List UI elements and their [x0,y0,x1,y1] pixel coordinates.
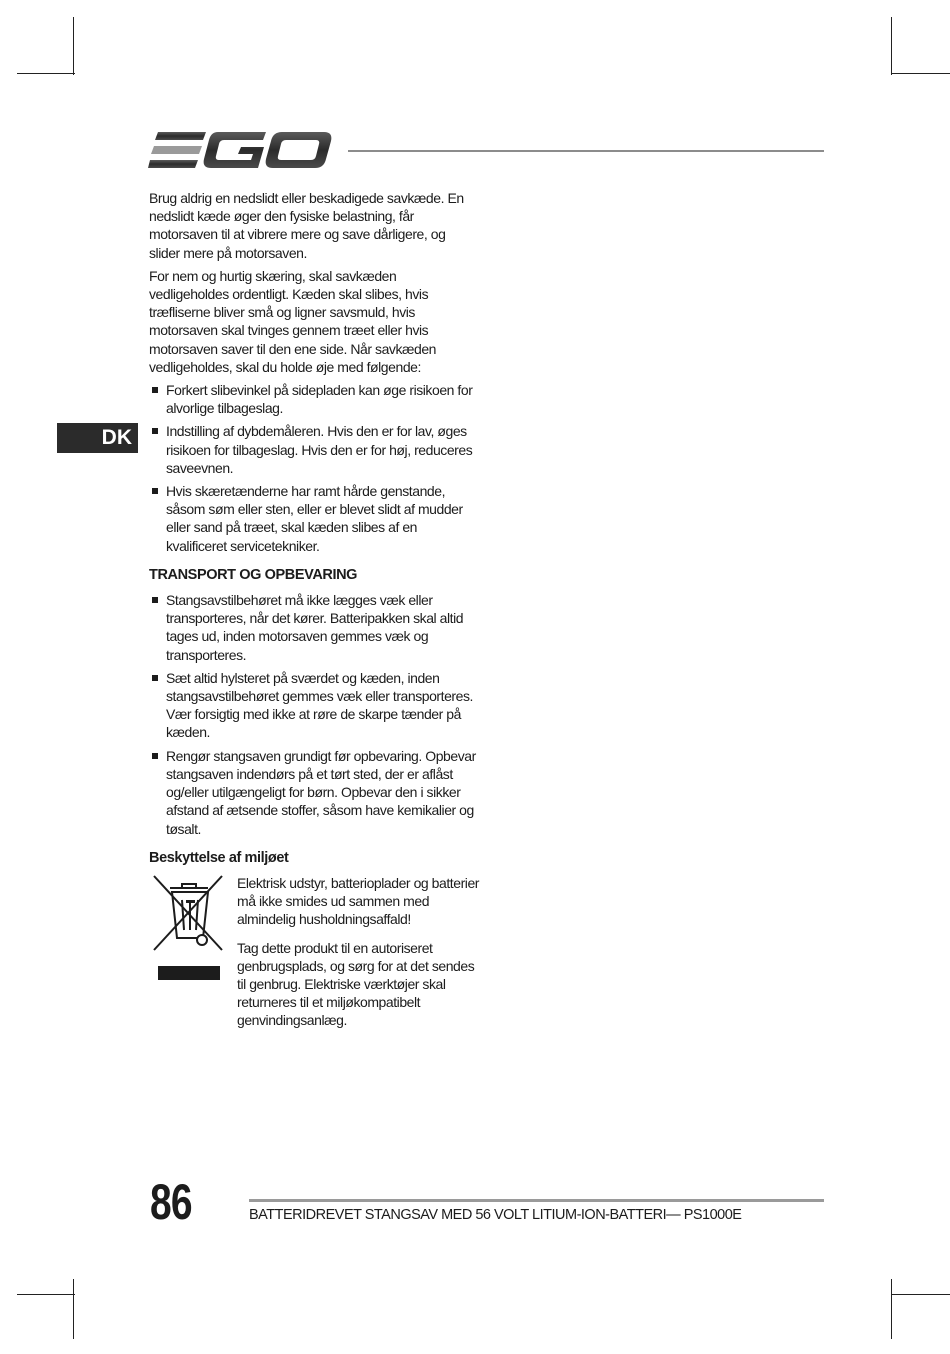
main-content [149,189,479,1040]
section-heading: TRANSPORT OG OPBEVARING [149,566,358,583]
footer-title: BATTERIDREVET STANGSAV MED 56 VOLT LITIUM-ION-BATTERI— PS1000E [249,1207,742,1223]
paragraph: For nem og hurtig skæring, skal savkæden vedligeholdes ordentligt. Kæden skal slibes, hvis træfliserne bliver små og ligner savsmuld, hvis motorsaven skal tvinges gennem træet eller hvis motorsaven saver til den ene side. Når savkæden vedligeholdes, skal du holde øje med følgende: [149,267,437,375]
header-rule [348,150,824,152]
list-item: Forkert slibevinkel på sidepladen kan øge risikoen for alvorlige tilbageslag. [149,381,479,417]
section-heading: Beskyttelse af miljøet [149,849,289,866]
ego-logo [148,128,333,172]
list-item: Indstilling af dybdemåleren. Hvis den er for lav, øges risikoen for tilbageslag. Hvis den er for høj, reduceres saveevnen. [149,422,479,477]
list-item: Stangsavstilbehøret må ikke lægges væk eller transporteres, når det kører. Batteripakken skal altid tages ud, inden motorsaven gemmes væk og transporteres. [149,591,479,664]
crop-mark [891,1294,950,1295]
list-item: Sæt altid hylsteret på sværdet og kæden, inden stangsavstilbehøret gemmes væk eller transporteres. Vær forsigtig med ikke at røre de skarpe tænder på kæden. [149,669,479,742]
crop-mark [891,17,892,75]
bullet-list [149,591,479,838]
list-item: Rengør stangsaven grundigt før opbevaring. Opbevar stangsaven indendørs på et tørt sted, der er aflåst og/eller utilgængeligt for børn. Opbevar den i sikker afstand af ætsende stoffer, såsom have kemikalier og tøsalt. [149,747,479,838]
language-tab: DK [57,423,138,453]
crop-mark [891,73,950,74]
bullet-list [149,381,479,555]
paragraph: Brug aldrig en nedslidt eller beskadigede savkæde. En nedslidt kæde øger den fysiske belastning, får motorsaven til at vibrere mere og save dårligere, og slider mere på motorsaven. [149,190,464,261]
list-item: Hvis skæretænderne har ramt hårde genstande, såsom søm eller sten, eller er blevet slidt af mudder eller sand på træet, skal kæden slibes af en kvalificeret servicetekniker. [149,482,479,555]
page-number: 86 [150,1174,192,1230]
crop-mark [73,17,74,75]
crop-mark [73,1279,74,1339]
crop-mark [17,1294,75,1295]
environment-section [149,874,479,1030]
footer-rule [249,1199,824,1202]
environment-text [237,874,479,1030]
paragraph: Elektrisk udstyr, batterioplader og batterier må ikke smides ud sammen med almindelig husholdningsaffald! [237,874,479,928]
paragraph: Tag dette produkt til en autoriseret genbrugsplads, og sørg for at det sendes til genbrug. Elektriske værktøjer skal returneres til et miljøkompatibelt genvindingsanlæg. [237,939,475,1029]
crop-mark [891,1279,892,1339]
crossed-out-wheelie-bin-icon [152,874,224,984]
crop-mark [17,73,75,74]
